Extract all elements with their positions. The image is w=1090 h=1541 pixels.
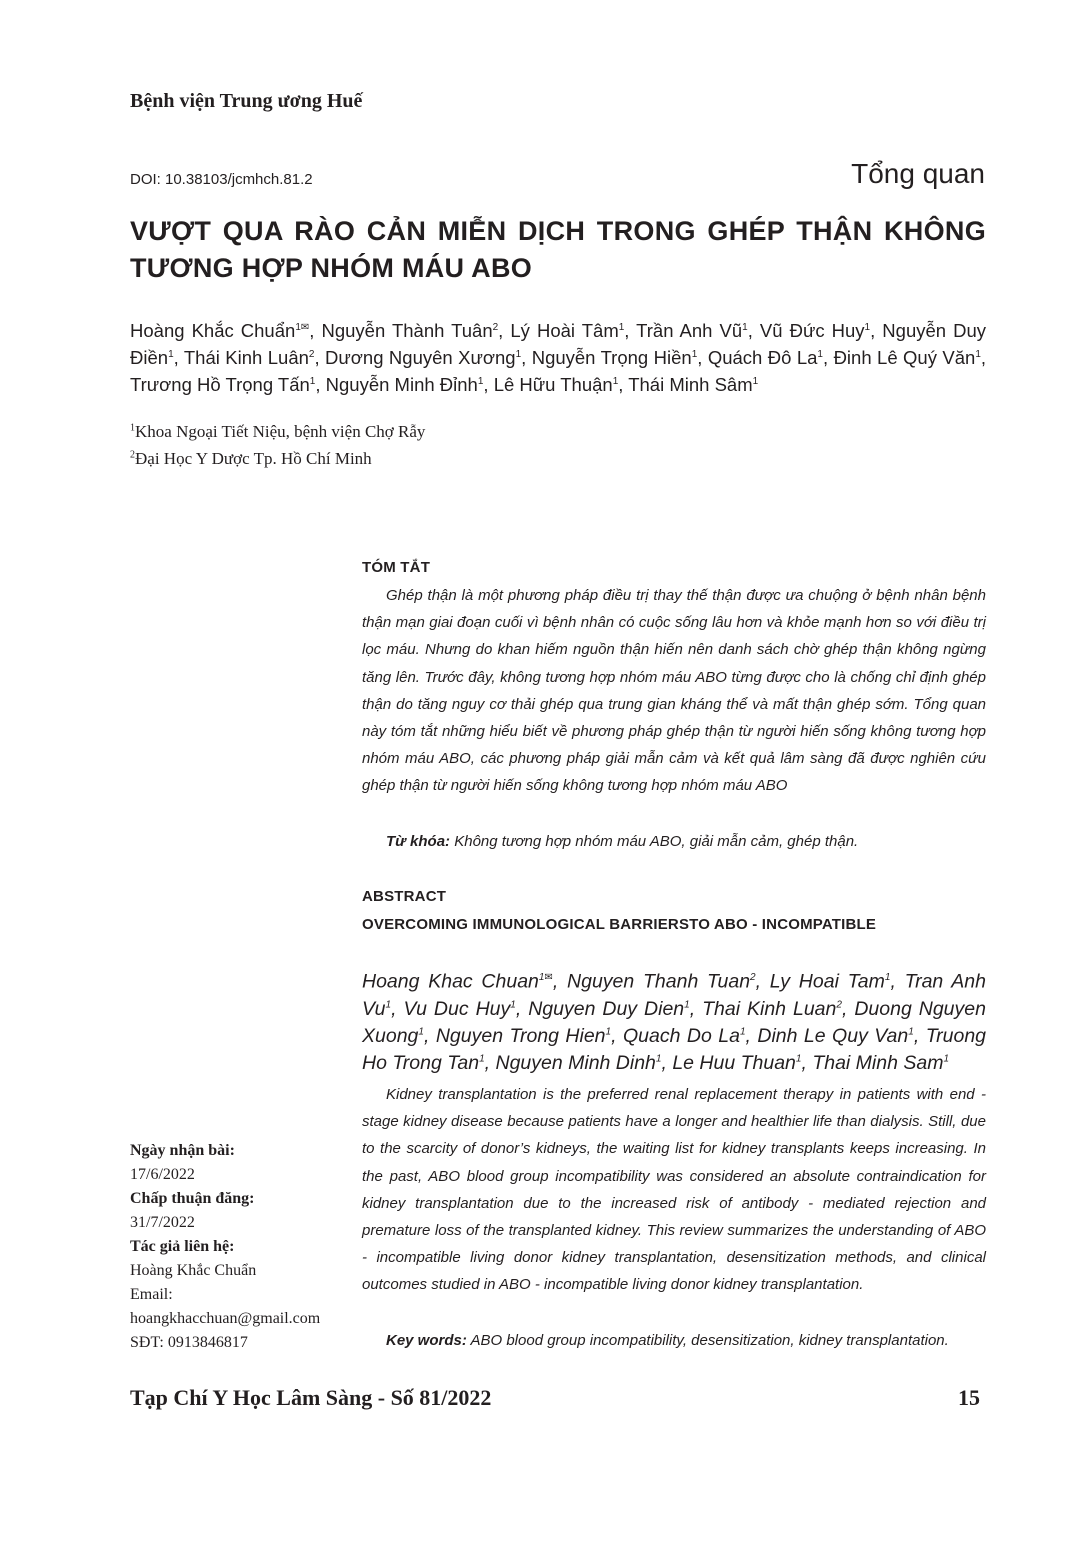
- accepted-date: 31/7/2022: [130, 1214, 195, 1231]
- author-name: Thái Kinh Luân: [183, 347, 309, 369]
- abstract-en-heading: ABSTRACT: [362, 888, 447, 905]
- author-affiliation-mark: 1: [618, 322, 625, 333]
- received-date: 17/6/2022: [130, 1166, 195, 1183]
- envelope-icon: ✉: [300, 322, 310, 333]
- author-affiliation-mark: 2: [836, 999, 842, 1011]
- author-name: Thai Kinh Luan: [702, 997, 837, 1020]
- author-affiliation-mark: 1: [515, 349, 522, 360]
- author-affiliation-mark: 1: [739, 1026, 746, 1038]
- author-list-en: Hoang Khac Chuan$^{1✉}$, Nguyen Thanh Tuan$^2$, Ly Hoai Tam$^1$, Tran Anh Vu$^1$, Vu Duc Huy$^1$, Nguyen Duy Dien$^1$, Thai Kinh Luan$^2$, Duong Nguyen Xuong$^1$, Nguyen Trong Hien$^1$, Quach Do La$^1$, Dinh Le Quy Van$^1$, Truong Ho Trong Tan$^1$, Nguyen Minh Dinh$^1$, Le Huu Thuan$^1$, Thai Minh Sam$^1$: [362, 970, 987, 1075]
- author-affiliation-mark: 1: [884, 972, 891, 983]
- author-name: Nguyễn Thành Tuân: [321, 320, 493, 342]
- author-affiliation-mark: 2: [750, 972, 756, 983]
- author-affiliation-mark: 1: [817, 349, 823, 360]
- accepted-label: Chấp thuận đăng:: [130, 1190, 255, 1207]
- author-name: Quach Do La: [622, 1025, 740, 1048]
- doi-text: DOI: 10.38103/jcmhch.81.2: [130, 171, 313, 188]
- author-list-vi: Hoàng Khắc Chuẩn$^{1✉}$, Nguyễn Thành Tuân$^2$, Lý Hoài Tâm$^1$, Trần Anh $Vũ^1$, Vũ Đức Huy$^1$, Nguyễn Duy Điền$^1$, Thái Kinh Luân$^2$, Dương Nguyên Xương$^1$, Nguyễn Trọng Hiền$^1$, Quách Đô La$^1$, Đinh Lê Quý Văn$^1$, Trương Hồ Trọng Tấn$^1$, Nguyễn Minh Đỉnh$^1$, Lê Hữu Thuận$^1$, Thái Minh Sâm$^1$: [130, 320, 987, 396]
- page-number: 15: [958, 1385, 980, 1410]
- email-address[interactable]: hoangkhacchuan@gmail.com: [130, 1310, 321, 1327]
- affiliation-2: $^2$Đại Học Y Dược Tp. Hồ Chí Minh: [130, 449, 372, 468]
- running-header-hospital: Bệnh viện Trung ương Huế: [130, 90, 363, 112]
- author-name: Tran Anh Vu: [362, 970, 987, 1020]
- author-affiliation-mark: 1: [908, 1026, 914, 1038]
- keywords-vi: Từ khóa: Không tương hợp nhóm máu ABO, giải mẫn cảm, ghép thận.: [386, 833, 859, 850]
- author-name: Nguyen Duy Dien: [528, 997, 685, 1020]
- author-affiliation-mark: 1: [655, 1053, 662, 1065]
- author-name: Ly Hoai Tam: [769, 970, 885, 993]
- abstract-en-title: OVERCOMING IMMUNOLOGICAL BARRIERSTO ABO - INCOMPATIBLE: [362, 916, 877, 933]
- author-affiliation-mark: 1: [385, 999, 392, 1011]
- author-name: Vu Duc Huy: [403, 997, 511, 1020]
- author-name: Vũ Đức Huy: [759, 320, 865, 342]
- author-name: Dương Nguyên Xương: [325, 347, 516, 369]
- author-name: Truong Ho Trong Tan: [362, 1025, 987, 1075]
- author-name: Nguyen Minh Dinh: [495, 1052, 656, 1075]
- author-affiliation-mark: 1: [864, 322, 871, 333]
- footer-journal: Tạp Chí Y Học Lâm Sàng - Số 81/2022: [130, 1385, 492, 1410]
- affiliation-1: $^1$Khoa Ngoại Tiết Niệu, bệnh viện Chợ Rẫy: [130, 422, 426, 441]
- author-affiliation-mark: 2: [308, 349, 315, 360]
- abstract-en-body: Kidney transplantation is the preferred renal replacement therapy in patients with end - stage kidney disease because patients have a longer and healthier life than dialysis. Still, due to the scarcity of donor’s kidneys, the waiting list for kidney transplants keeps increasing. In the past, ABO blood group incompatibility was considered an absolute contraindication for kidney transplantation due to the increased risk of antibody - mediated rejection and premature loss of the transplanted kidney. This review summarizes the understanding of ABO - incompatible living donor kidney transplantation, desensitization methods, and clinical outcomes studied in ABO - incompatible living donor kidney transplantation.: [362, 1086, 986, 1294]
- author-affiliation-mark: 1: [479, 1053, 485, 1065]
- author-affiliation-mark: 1: [605, 1026, 612, 1038]
- section-label: Tổng quan: [851, 158, 985, 189]
- author-affiliation-mark: 1: [975, 349, 981, 360]
- author-name: Hoang Khac Chuan: [362, 970, 539, 993]
- author-name: Nguyen Trong Hien: [435, 1025, 606, 1048]
- author-affiliation-mark: 1: [691, 349, 698, 360]
- keywords-en: Key words: ABO blood group incompatibility, desensitization, kidney transplantation.: [386, 1332, 949, 1349]
- author-affiliation-mark: 1: [612, 376, 619, 387]
- author-affiliation-mark: 1: [538, 972, 545, 983]
- abstract-vi-body: Ghép thận là một phương pháp điều trị thay thế thận được ưa chuộng ở bệnh nhân bệnh thận mạn giai đoạn cuối vì bệnh nhân có cuộc sống lâu hơn và khỏe mạnh hơn so với điều trị lọc máu. Nhưng do khan hiếm nguồn thận hiến nên danh sách chờ ghép thận không ngừng tăng lên. Trước đây, không tương hợp nhóm máu ABO từng được cho là chống chỉ định ghép thận do tăng nguy cơ thải ghép qua trung gian kháng thể và mất thận ghép sớm. Tổng quan này tóm tắt những hiểu biết về phương pháp ghép thận từ người hiến sống không tương hợp nhóm máu ABO, các phương pháp giải mẫn cảm và kết quả lâm sàng đã được nghiên cứu ghép thận từ người hiến sống không tương hợp nhóm máu ABO: [362, 587, 986, 795]
- author-affiliation-mark: 1: [309, 376, 316, 387]
- author-affiliation-mark: 2: [492, 322, 499, 333]
- author-name: Thái Minh Sâm: [628, 374, 753, 396]
- envelope-icon: ✉: [544, 972, 553, 983]
- author-name: Dinh Le Quy Van: [757, 1025, 909, 1048]
- author-affiliation-mark: 1: [418, 1026, 424, 1038]
- author-affiliation-mark: 1: [295, 322, 301, 333]
- author-name: Đinh Lê Quý Văn: [833, 347, 976, 369]
- corresponding-name: Hoàng Khắc Chuẩn: [130, 1262, 257, 1279]
- received-label: Ngày nhận bài:: [130, 1142, 235, 1159]
- author-name: Nguyễn Trọng Hiền: [531, 347, 692, 369]
- corresponding-label: Tác giả liên hệ:: [130, 1238, 235, 1255]
- author-affiliation-mark: 1: [684, 999, 690, 1011]
- author-name: Duong Nguyen Xuong: [362, 997, 986, 1048]
- author-name: Le Huu Thuan: [672, 1052, 796, 1075]
- author-affiliation-mark: 1: [477, 376, 484, 387]
- author-affiliation-mark: 1: [795, 1053, 802, 1065]
- author-name: Trần Anh Vũ: [636, 320, 743, 342]
- author-name: Quách Đô La: [707, 347, 818, 369]
- author-affiliation-mark: 1: [943, 1053, 950, 1065]
- article-title: VƯỢT QUA RÀO CẢN MIỄN DỊCH TRONG GHÉP THẬN KHÔNG TƯƠNG HỢP NHÓM MÁU ABO: [130, 216, 986, 283]
- author-name: Hoàng Khắc Chuẩn: [130, 320, 296, 342]
- abstract-vi-heading: TÓM TẮT: [362, 559, 431, 576]
- author-name: Nguyen Thanh Tuan: [567, 970, 751, 993]
- author-affiliation-mark: 1: [752, 376, 759, 387]
- author-affiliation-mark: 1: [168, 349, 174, 360]
- author-name: Nguyễn Duy Điền: [130, 320, 987, 369]
- email-label: Email:: [130, 1286, 173, 1303]
- author-affiliation-mark: 1: [510, 999, 516, 1011]
- author-name: Nguyễn Minh Đỉnh: [325, 374, 478, 396]
- author-name: Lý Hoài Tâm: [510, 320, 619, 342]
- phone-number: SĐT: 0913846817: [130, 1334, 248, 1351]
- author-affiliation-mark: 1: [742, 322, 748, 333]
- article-info: [130, 1139, 320, 1355]
- author-name: Thai Minh Sam: [812, 1052, 944, 1075]
- author-name: Lê Hữu Thuận: [493, 374, 613, 396]
- author-name: Trương Hồ Trọng Tấn: [130, 374, 310, 396]
